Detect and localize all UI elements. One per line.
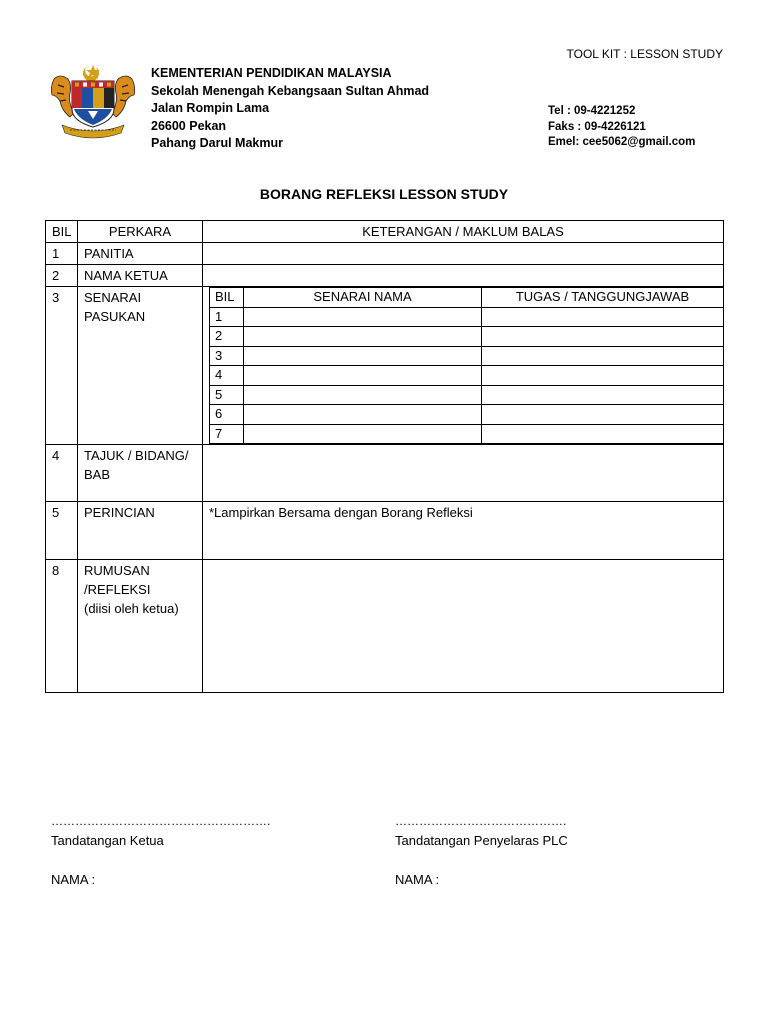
table-row [46, 560, 724, 693]
telephone: Tel : 09-4221252 [548, 105, 636, 117]
signature-block-left [51, 812, 270, 889]
row-perkara-cell [78, 560, 203, 693]
address-line-1: Jalan Rompin Lama [151, 101, 270, 115]
coat-of-arms-logo [48, 63, 138, 141]
row-bil: 3 [46, 287, 78, 445]
row-perkara: SENARAI PASUKAN [78, 287, 203, 445]
team-number: 7 [210, 424, 244, 444]
team-row [210, 346, 724, 366]
row-keterangan-field[interactable]: *Lampirkan Bersama dengan Borang Refleksi [203, 502, 724, 560]
team-number: 1 [210, 307, 244, 327]
team-duty-field[interactable] [482, 405, 724, 425]
team-name-field[interactable] [244, 405, 482, 425]
team-name-field[interactable] [244, 424, 482, 444]
team-header-nama: SENARAI NAMA [244, 288, 482, 308]
row-perkara: PANITIA [78, 243, 203, 265]
signature-block-right [395, 812, 568, 889]
address-line-2: 26600 Pekan [151, 118, 227, 133]
address-line-3: Pahang Darul Makmur [151, 136, 283, 150]
team-duty-field[interactable] [482, 327, 724, 347]
row-keterangan-field[interactable] [203, 560, 724, 693]
team-cell [203, 287, 724, 445]
school-header [151, 65, 429, 153]
row-perkara: RUMUSAN /REFLEKSI [84, 563, 151, 597]
signature-line-right[interactable]: ……………………………………. [395, 814, 567, 828]
fax: Faks : 09-4226121 [548, 120, 646, 133]
name-label-right: NAMA : [395, 872, 440, 887]
team-name-field[interactable] [244, 307, 482, 327]
row-keterangan-field[interactable] [203, 243, 724, 265]
team-number: 2 [210, 327, 244, 347]
team-duty-field[interactable] [482, 346, 724, 366]
signature-label-right: Tandatangan Penyelaras PLC [395, 833, 568, 848]
signature-line-left[interactable]: ………………………………………………. [51, 814, 271, 828]
row-bil: 1 [46, 243, 78, 265]
row-perkara: PERINCIAN [78, 502, 203, 560]
table-row [46, 445, 724, 502]
team-number: 3 [210, 346, 244, 366]
row-bil: 5 [46, 502, 78, 560]
table-row [46, 243, 724, 265]
form-title: BORANG REFLEKSI LESSON STUDY [259, 186, 509, 202]
row-perkara: NAMA KETUA [78, 265, 203, 287]
email: Emel: cee5062@gmail.com [548, 136, 696, 148]
team-name-field[interactable] [244, 385, 482, 405]
team-table [209, 287, 724, 444]
row-bil: 4 [46, 445, 78, 502]
team-duty-field[interactable] [482, 424, 724, 444]
table-header-row [46, 221, 724, 243]
team-row [210, 307, 724, 327]
row-bil: 2 [46, 265, 78, 287]
team-number: 4 [210, 366, 244, 386]
team-row [210, 405, 724, 425]
team-row [210, 424, 724, 444]
header-keterangan: KETERANGAN / MAKLUM BALAS [203, 221, 724, 243]
team-name-field[interactable] [244, 327, 482, 347]
reflection-table [45, 220, 724, 693]
team-number: 5 [210, 385, 244, 405]
header-bil: BIL [46, 221, 78, 243]
contact-block [548, 104, 695, 151]
team-name-field[interactable] [244, 346, 482, 366]
toolkit-label: TOOL KIT : LESSON STUDY [566, 47, 723, 61]
ministry-name: KEMENTERIAN PENDIDIKAN MALAYSIA [151, 66, 392, 80]
team-row [210, 385, 724, 405]
team-header-bil: BIL [210, 288, 244, 308]
team-row [210, 327, 724, 347]
row-perkara-note: (diisi oleh ketua) [84, 601, 179, 616]
school-name: Sekolah Menengah Kebangsaan Sultan Ahmad [151, 83, 430, 98]
team-number: 6 [210, 405, 244, 425]
team-duty-field[interactable] [482, 366, 724, 386]
row-keterangan-field[interactable] [203, 265, 724, 287]
table-row [46, 287, 724, 445]
team-header-row [210, 288, 724, 308]
header-perkara: PERKARA [78, 221, 203, 243]
table-row [46, 502, 724, 560]
signature-label-left: Tandatangan Ketua [51, 833, 164, 848]
team-duty-field[interactable] [482, 385, 724, 405]
table-row [46, 265, 724, 287]
row-perkara: TAJUK / BIDANG/ BAB [78, 445, 203, 502]
row-bil: 8 [46, 560, 78, 693]
name-label-left: NAMA : [51, 872, 96, 887]
team-name-field[interactable] [244, 366, 482, 386]
team-header-tugas: TUGAS / TANGGUNGJAWAB [482, 288, 724, 308]
team-row [210, 366, 724, 386]
row-keterangan-field[interactable] [203, 445, 724, 502]
team-duty-field[interactable] [482, 307, 724, 327]
